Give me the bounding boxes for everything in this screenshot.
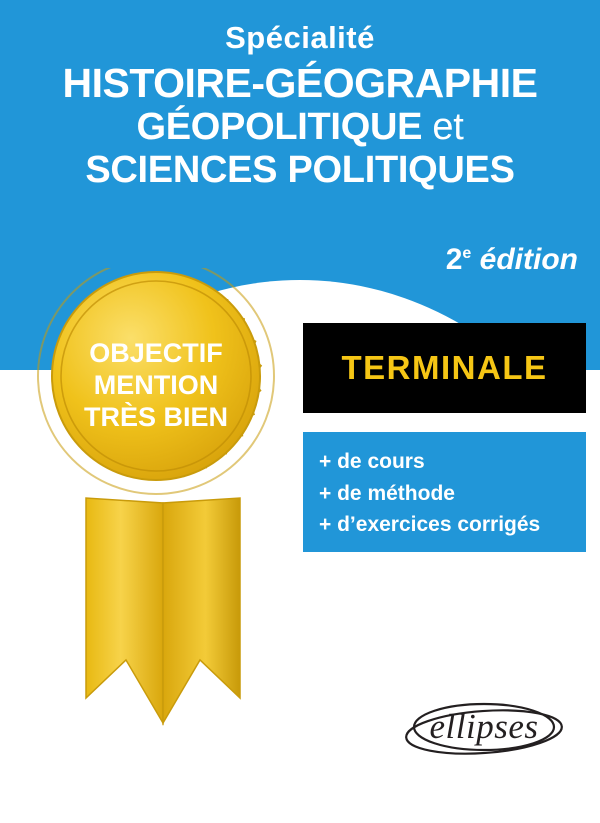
edition-label — [446, 243, 578, 277]
features-list — [319, 446, 586, 541]
list-item: + de méthode — [319, 481, 455, 505]
list-item: + de cours — [319, 450, 425, 473]
features-box — [303, 432, 586, 552]
rosette-line-3: TRÈS BIEN — [83, 402, 229, 432]
level-badge-label: TERMINALE — [341, 349, 548, 386]
title-line-3: SCIENCES POLITIQUES — [85, 149, 515, 191]
award-rosette-icon — [8, 268, 298, 728]
cover-title-block — [0, 22, 600, 192]
publisher-name: ellipses — [429, 707, 539, 746]
list-item: + d’exercices corrigés — [319, 513, 541, 536]
subject-label: Spécialité — [225, 20, 375, 55]
rosette-line-1: OBJECTIF — [89, 338, 223, 368]
title-line-2-connector: et — [432, 106, 464, 149]
edition-superscript: e — [462, 245, 472, 262]
edition-number: 2 — [445, 243, 463, 276]
title-line-2 — [0, 106, 600, 149]
rosette-line-2: MENTION — [93, 370, 219, 400]
level-badge — [303, 323, 586, 413]
publisher-logo — [394, 699, 574, 761]
edition-word: édition — [479, 243, 578, 276]
title-line-1: HISTOIRE-GÉOGRAPHIE — [62, 59, 538, 106]
title-line-2-main: GÉOPOLITIQUE — [136, 106, 423, 149]
